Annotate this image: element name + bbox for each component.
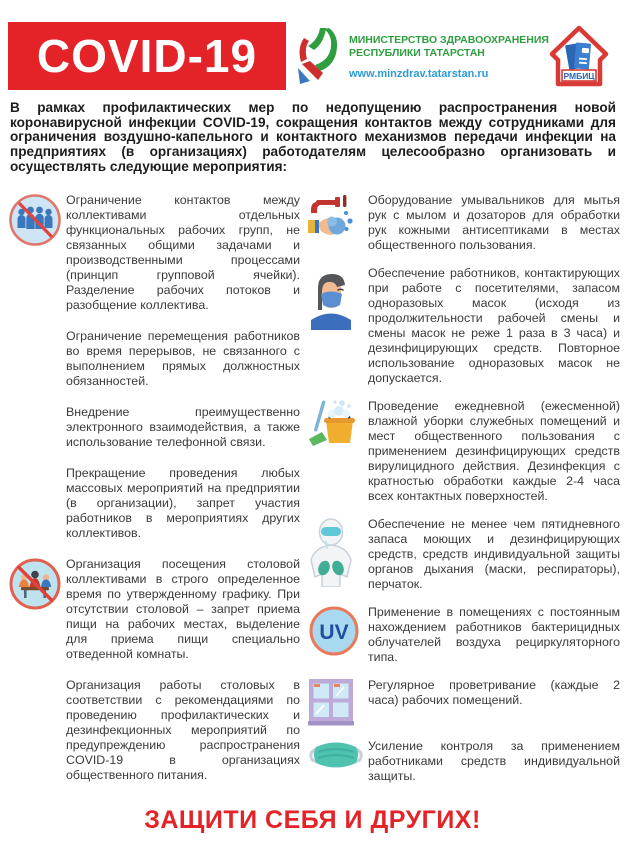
face-mask-icon (308, 739, 368, 771)
list-item-supplies-stock (308, 517, 620, 592)
list-item-limit-movement (8, 329, 300, 389)
list-item-text: Усиление контроля за применением работниками средств индивидуальной защиты. (368, 739, 620, 783)
list-item-text: Обеспечение работников, контактирующих при работе с посетителями, запасом одноразовых масок (исходя из продолжительности рабочей смены и смены масок не реже 1 раза в 3 часа) и дезинфицирующих средств. Повторное использование одноразовых масок не допускается. (368, 266, 620, 385)
list-item-wet-cleaning (308, 399, 620, 504)
list-item-text: Применение в помещениях с постоянным нахождением работников бактерицидных облучателей воздуха рециркуляторного типа. (368, 605, 620, 664)
list-item-ppe-control (308, 739, 620, 784)
ministry-block (290, 26, 549, 86)
masked-person-icon (308, 266, 368, 330)
right-column (308, 193, 620, 799)
list-item-text: Организация работы столовых в соответствии с рекомендациями по проведению профилактических и дезинфекционных мероприятий по предупреждению распространения COVID-19 в организациях общественного питания. (66, 678, 300, 782)
ministry-text (349, 26, 549, 80)
no-dining-icon (8, 557, 66, 611)
list-item-masks-supply (308, 266, 620, 386)
list-item-text: Ограничение перемещения работников во время перерывов, не связанного с выполнением прямых должностных обязанностей. (66, 329, 300, 388)
ministry-name-line2: РЕСПУБЛИКИ ТАТАРСТАН (349, 46, 485, 59)
list-item-text: Ограничение контактов между коллективами отдельных функциональных рабочих групп, не связанных общими задачами и производственными процессами (принцип групповой ячейки). Разделение рабочих потоков и разобщение коллектива. (66, 193, 300, 312)
window-icon (308, 678, 368, 726)
left-column (8, 193, 300, 799)
list-item-canteen-schedule (8, 557, 300, 662)
list-item-ventilation (308, 678, 620, 726)
rmbic-label: РМБИЦ (563, 71, 595, 81)
no-gathering-icon (8, 193, 66, 247)
uv-label: UV (319, 621, 349, 644)
list-item-text: Оборудование умывальников для мытья рук с мылом и дозаторов для обработки рук кожными антисептиками в местах общественного пользования. (368, 193, 620, 252)
list-item-text: Внедрение преимущественно электронного взаимодействия, а также использование телефонной связи. (66, 405, 300, 449)
list-item-electronic-interaction (8, 405, 300, 450)
rmbic-logo-icon (548, 24, 610, 90)
list-item-handwashing (308, 193, 620, 253)
ministry-website-link[interactable]: www.minzdrav.tatarstan.ru (349, 68, 489, 80)
hazmat-suit-icon (308, 517, 368, 587)
list-item-no-mass-events (8, 466, 300, 541)
list-item-text: Прекращение проведения любых массовых мероприятий на предприятии (в организации), запрет участия работников в мероприятиях других коллективов. (66, 466, 300, 540)
banner-title: COVID-19 (36, 30, 258, 82)
list-item-text: Организация посещения столовой коллективами в строго определенное время по утвержденному графику. При отсутствии столовой – запрет приема пищи на рабочих местах, выделение для приема пищи специально отведенной комнаты. (66, 557, 300, 661)
list-item-canteen-rules (8, 678, 300, 783)
intro-paragraph: В рамках профилактических мер по недопущению распространения новой коронавирусной инфекции COVID-19, сокращения контактов между сотрудниками для ограничения воздушно-капельного и контактного механизмов передачи инфекции на предприятиях (в организациях) работодателям целесообразно организовать и осуществлять следующие мероприятия: (10, 100, 616, 174)
list-item-text: Проведение ежедневной (ежесменной) влажной уборки служебных помещений и мест общественного пользования с применением дезинфицирующих средств вирулицидного действия. Дезинфекция с кратностью обработки каждые 2-4 часа всех контактных поверхностей. (368, 399, 620, 503)
cleaning-icon (308, 399, 368, 451)
handwash-icon (308, 193, 368, 247)
minzdrav-zilant-logo-icon (290, 26, 342, 86)
footer-slogan: ЗАЩИТИ СЕБЯ И ДРУГИХ! (144, 806, 481, 834)
covid-banner (8, 22, 286, 90)
list-item-uv-recirculators (308, 605, 620, 665)
list-item-limit-contacts (8, 193, 300, 313)
list-item-text: Регулярное проветривание (каждые 2 часа) рабочих помещений. (368, 678, 620, 707)
measures-columns (8, 193, 620, 799)
uv-lamp-icon (308, 605, 368, 657)
ministry-name-line1: МИНИСТЕРСТВО ЗДРАВООХРАНЕНИЯ (349, 34, 549, 46)
list-item-text: Обеспечение не менее чем пятидневного запаса моющих и дезинфицирующих средств, средств индивидуальной защиты органов дыхания (маски, респираторы), перчаток. (368, 517, 620, 591)
